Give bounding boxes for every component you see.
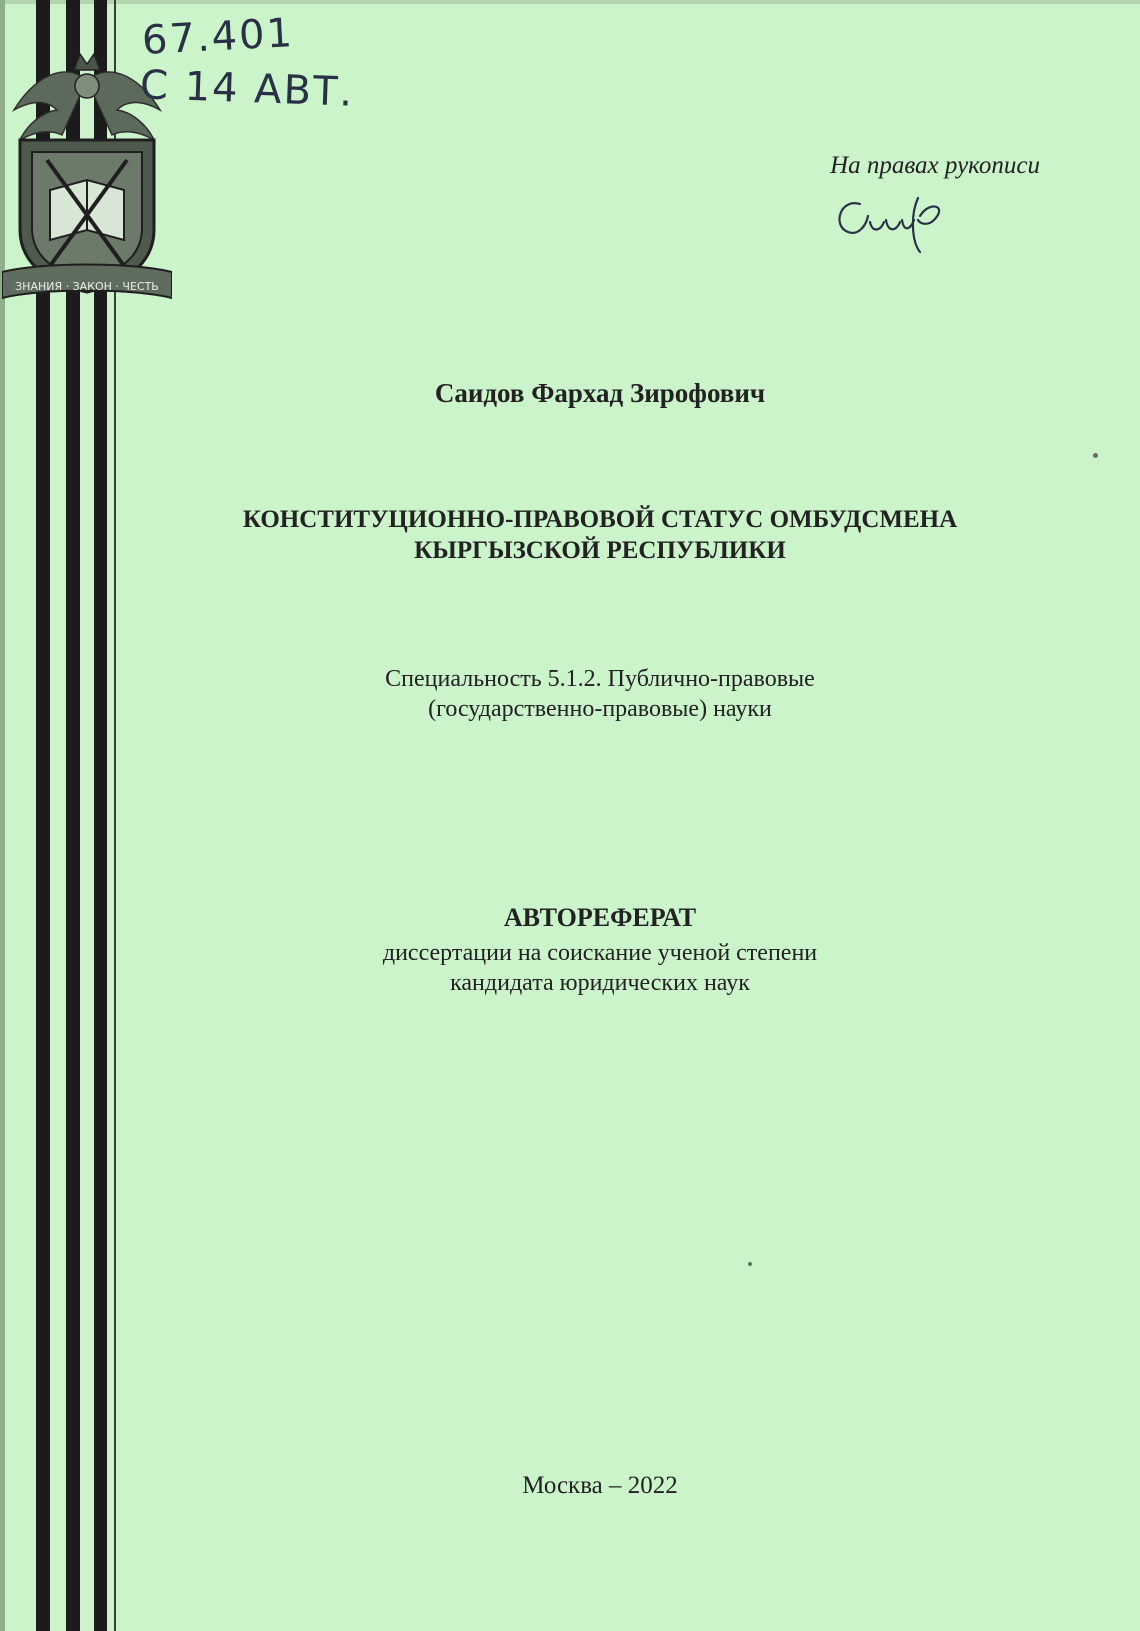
signature-icon [830, 186, 950, 256]
handwritten-copy-mark: C 14 АВТ. [139, 62, 355, 116]
title-line-2: КЫРГЫЗСКОЙ РЕСПУБЛИКИ [414, 537, 786, 564]
manuscript-notice: На правах рукописи [830, 152, 1040, 179]
specialty [120, 664, 1080, 724]
emblem-motto: ЗНАНИЯ · ЗАКОН · ЧЕСТЬ [15, 280, 159, 293]
degree-line-2: кандидата юридических наук [450, 970, 750, 996]
scan-speck [1093, 453, 1098, 458]
specialty-line-1: Специальность 5.1.2. Публично-правовые [385, 666, 815, 692]
degree-line-1: диссертации на соискание ученой степени [382, 940, 818, 966]
specialty-line-2: (государственно-правовые) науки [428, 696, 772, 722]
author-name: Саидов Фархад Зирофович [434, 378, 766, 408]
dissertation-title [120, 504, 1080, 566]
page-top-edge [0, 0, 1140, 4]
city-year: Москва – 2022 [522, 1472, 678, 1499]
scan-speck [748, 1262, 752, 1266]
degree-description [120, 938, 1080, 998]
title-line-1: КОНСТИТУЦИОННО-ПРАВОВОЙ СТАТУС ОМБУДСМЕНА [242, 506, 958, 533]
handwritten-code: 67.401 [140, 10, 296, 64]
document-type: АВТОРЕФЕРАТ [503, 903, 697, 932]
